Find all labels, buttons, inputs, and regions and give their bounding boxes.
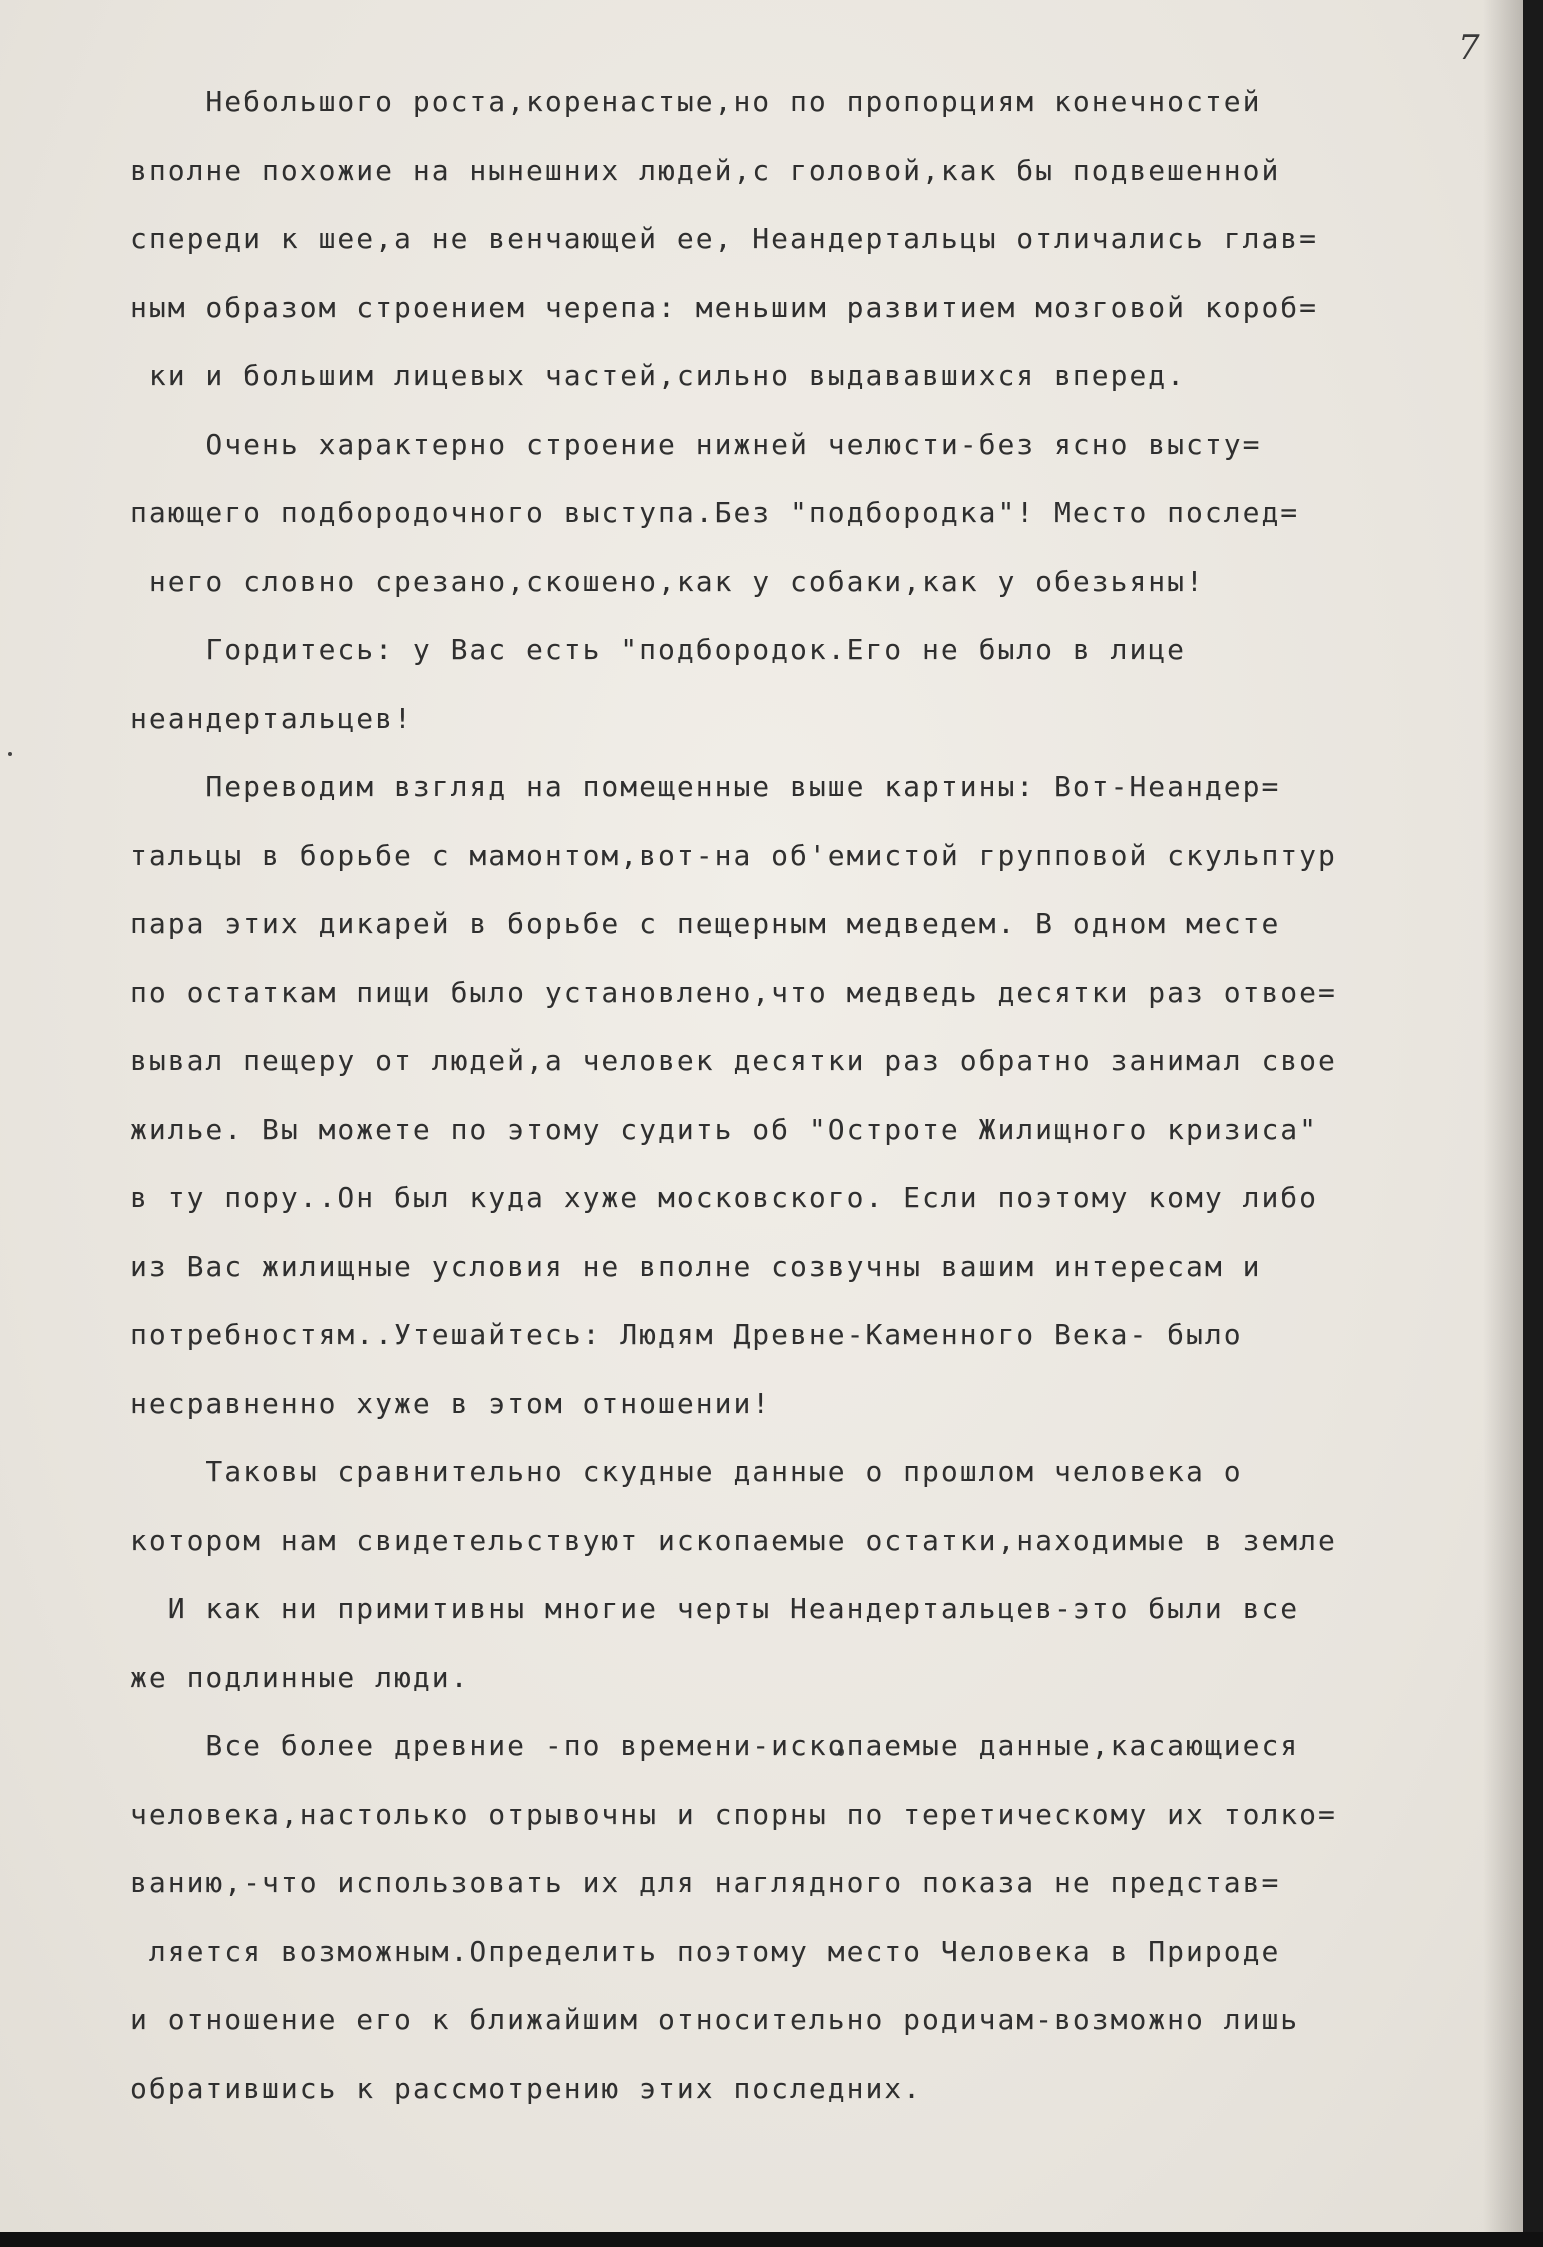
text-line: Таковы сравнительно скудные данные о прошлом человека о xyxy=(130,1455,1243,1488)
ink-speck xyxy=(8,752,12,756)
text-line: И как ни примитивны многие черты Неандертальцев-это были все xyxy=(130,1592,1300,1625)
text-line: в ту пору..Он был куда хуже московского. Если поэтому кому либо xyxy=(130,1181,1319,1214)
text-line: жилье. Вы можете по этому судить об "Остроте Жилищного кризиса" xyxy=(130,1112,1319,1146)
text-line: пара этих дикарей в борьбе с пещерным медведем. В одном месте xyxy=(130,907,1281,940)
text-line: Все более древние -по времени-ископаемые данные,касающиеся xyxy=(130,1729,1300,1762)
text-line: него словно срезано,скошено,как у собаки,как у обезьяны! xyxy=(130,564,1205,598)
text-line: Небольшого роста,коренастые,но по пропорциям конечностей xyxy=(130,85,1262,118)
text-line: же подлинные люди. xyxy=(130,1660,470,1694)
text-line: из Вас жилищные условия не вполне созвучны вашим интересам и xyxy=(130,1249,1262,1283)
text-line: вывал пещеру от людей,а человек десятки раз обратно занимал свое xyxy=(130,1044,1337,1077)
text-line: пающего подбородочного выступа.Без "подбородка"! Место послед= xyxy=(130,496,1300,529)
scan-bottom-band xyxy=(0,2232,1543,2247)
text-line: Очень характерно строение нижней челюсти-без ясно высту= xyxy=(130,427,1262,461)
page-number: 7 xyxy=(1458,28,1480,68)
text-line: человека,настолько отрывочны и спорны по теретическому их толко= xyxy=(130,1797,1337,1831)
text-line: ки и большим лицевых частей,сильно выдававшихся вперед. xyxy=(130,359,1187,392)
text-line: ляется возможным.Определить поэтому место Человека в Природе xyxy=(130,1934,1281,1968)
text-line: ным образом строением черепа: меньшим развитием мозговой короб= xyxy=(130,290,1319,324)
text-line: спереди к шее,а не венчающей ее, Неандертальцы отличались глав= xyxy=(130,222,1319,255)
text-line: Гордитесь: у Вас есть "подбородок.Его не было в лице xyxy=(130,633,1187,666)
text-line: вполне похожие на нынешних людей,с головой,как бы подвешенной xyxy=(130,153,1281,187)
text-line: обратившись к рассмотрению этих последних. xyxy=(130,2071,923,2105)
text-line: и отношение его к ближайшим относительно родичам-возможно лишь xyxy=(130,2003,1300,2036)
text-line: ванию,-что использовать их для наглядного показа не представ= xyxy=(130,1866,1281,1899)
text-line: несравненно хуже в этом отношении! xyxy=(130,1386,772,1420)
text-line: по остаткам пищи было установлено,что медведь десятки раз отвое= xyxy=(130,975,1337,1009)
text-line: Переводим взгляд на помещенные выше картины: Вот-Неандер= xyxy=(130,770,1281,803)
text-line: котором нам свидетельствуют ископаемые остатки,находимые в земле xyxy=(130,1523,1337,1557)
typewritten-text xyxy=(130,82,1530,2137)
text-line: потребностям..Утешайтесь: Людям Древне-Каменного Века- было xyxy=(130,1318,1243,1351)
text-line: тальцы в борьбе с мамонтом,вот-на об'емистой групповой скульптур xyxy=(130,838,1337,872)
text-line: неандертальцев! xyxy=(130,701,413,735)
